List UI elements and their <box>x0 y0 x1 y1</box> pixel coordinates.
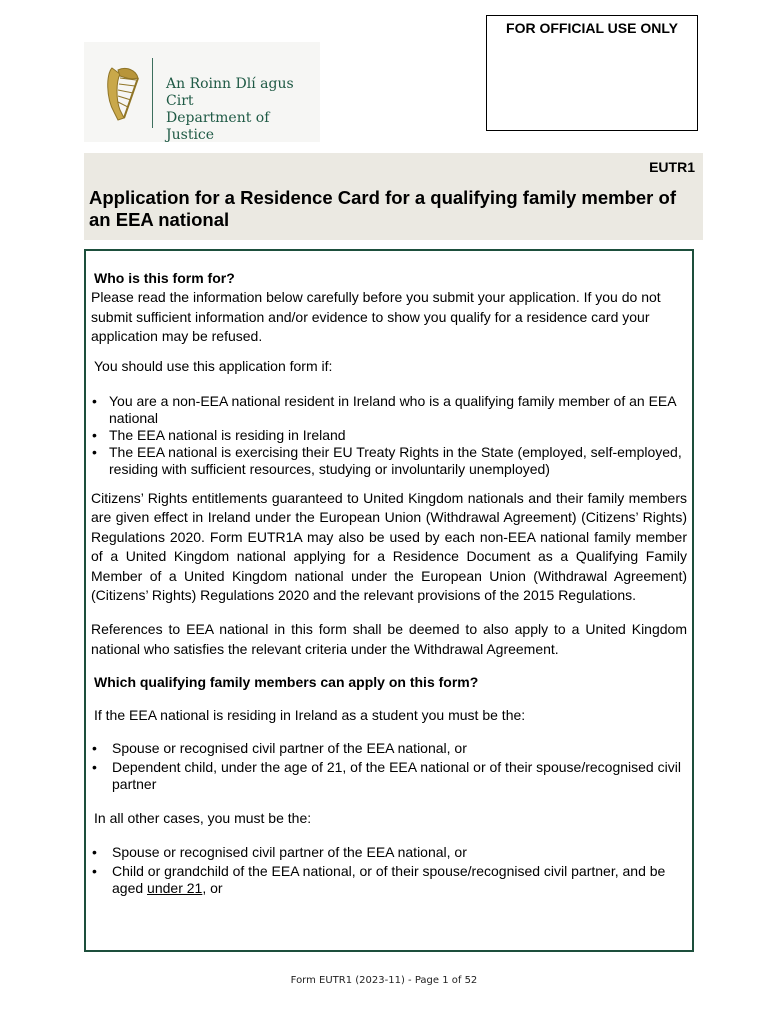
bullet-text-end: , or <box>202 879 223 896</box>
harp-emblem-icon <box>102 62 142 124</box>
age-limit-text: under 21 <box>147 879 203 896</box>
title-band <box>84 153 703 240</box>
list-item <box>91 863 687 897</box>
list-item: • Dependent child, under the age of 21, of the EEA national or of their spouse/recognised civil partner <box>91 759 687 793</box>
list-item: • The EEA national is exercising their EU Treaty Rights in the State (employed, self-employed, residing with sufficient resources, studying or involuntarily unemployed) <box>91 444 687 478</box>
page-footer: Form EUTR1 (2023-11) - Page 1 of 52 <box>290 975 478 986</box>
other-cases-intro: In all other cases, you must be the: <box>94 810 312 827</box>
info-content <box>91 269 687 897</box>
who-heading: Who is this form for? <box>94 270 235 286</box>
list-item: • The EEA national is residing in Ireland <box>91 427 687 444</box>
list-item: • You are a non-EEA national resident in Ireland who is a qualifying family member of an EEA national <box>91 393 687 427</box>
list-item: • Spouse or recognised civil partner of the EEA national, or <box>91 740 687 757</box>
page-title: Application for a Residence Card for a qualifying family member of an EEA national <box>89 187 676 230</box>
references-paragraph: References to EEA national in this form shall be deemed to also apply to a United Kingdom national who satisfies the relevant criteria under the Withdrawal Agreement. <box>91 621 687 657</box>
bullet-text: Child or grandchild of the EEA national, or of their spouse/recognised civil partner, and be aged <box>112 862 666 896</box>
list-item: • Spouse or recognised civil partner of the EEA national, or <box>91 844 687 861</box>
official-use-label: FOR OFFICIAL USE ONLY <box>506 20 678 36</box>
info-box <box>84 249 694 952</box>
department-name-english: Department of Justice <box>166 110 270 143</box>
student-intro: If the EEA national is residing in Ireland as a student you must be the: <box>94 706 526 723</box>
use-if-text: You should use this application form if: <box>94 357 333 374</box>
student-members-list <box>91 740 687 793</box>
which-heading: Which qualifying family members can apply on this form? <box>94 674 479 691</box>
form-code: EUTR1 <box>649 159 695 175</box>
department-name-irish: An Roinn Dlí agus Cirt <box>166 76 294 109</box>
use-criteria-list <box>91 393 687 478</box>
official-use-box <box>486 15 698 131</box>
department-name <box>166 76 320 144</box>
department-logo <box>84 42 320 142</box>
other-members-list <box>91 844 687 897</box>
logo-divider <box>152 58 153 128</box>
citizens-rights-paragraph: Citizens’ Rights entitlements guaranteed to United Kingdom nationals and their family members are given effect in Ireland under the European Union (Withdrawal Agreement) (Citizens’ Rights) Regulations 2020. Form EUTR1A may also be used by each non-EEA national family member of a United Kingdom national applying for a Residence Document as a Qualifying Family Member of a United Kingdom national under the European Union (Withdrawal Agreement) (Citizens’ Rights) Regulations 2020 and the relevant provisions of the 2015 Regulations. <box>91 490 687 604</box>
intro-paragraph: Please read the information below carefully before you submit your application. If you do not submit sufficient information and/or evidence to show you qualify for a residence card your application may be refused. <box>91 289 661 345</box>
